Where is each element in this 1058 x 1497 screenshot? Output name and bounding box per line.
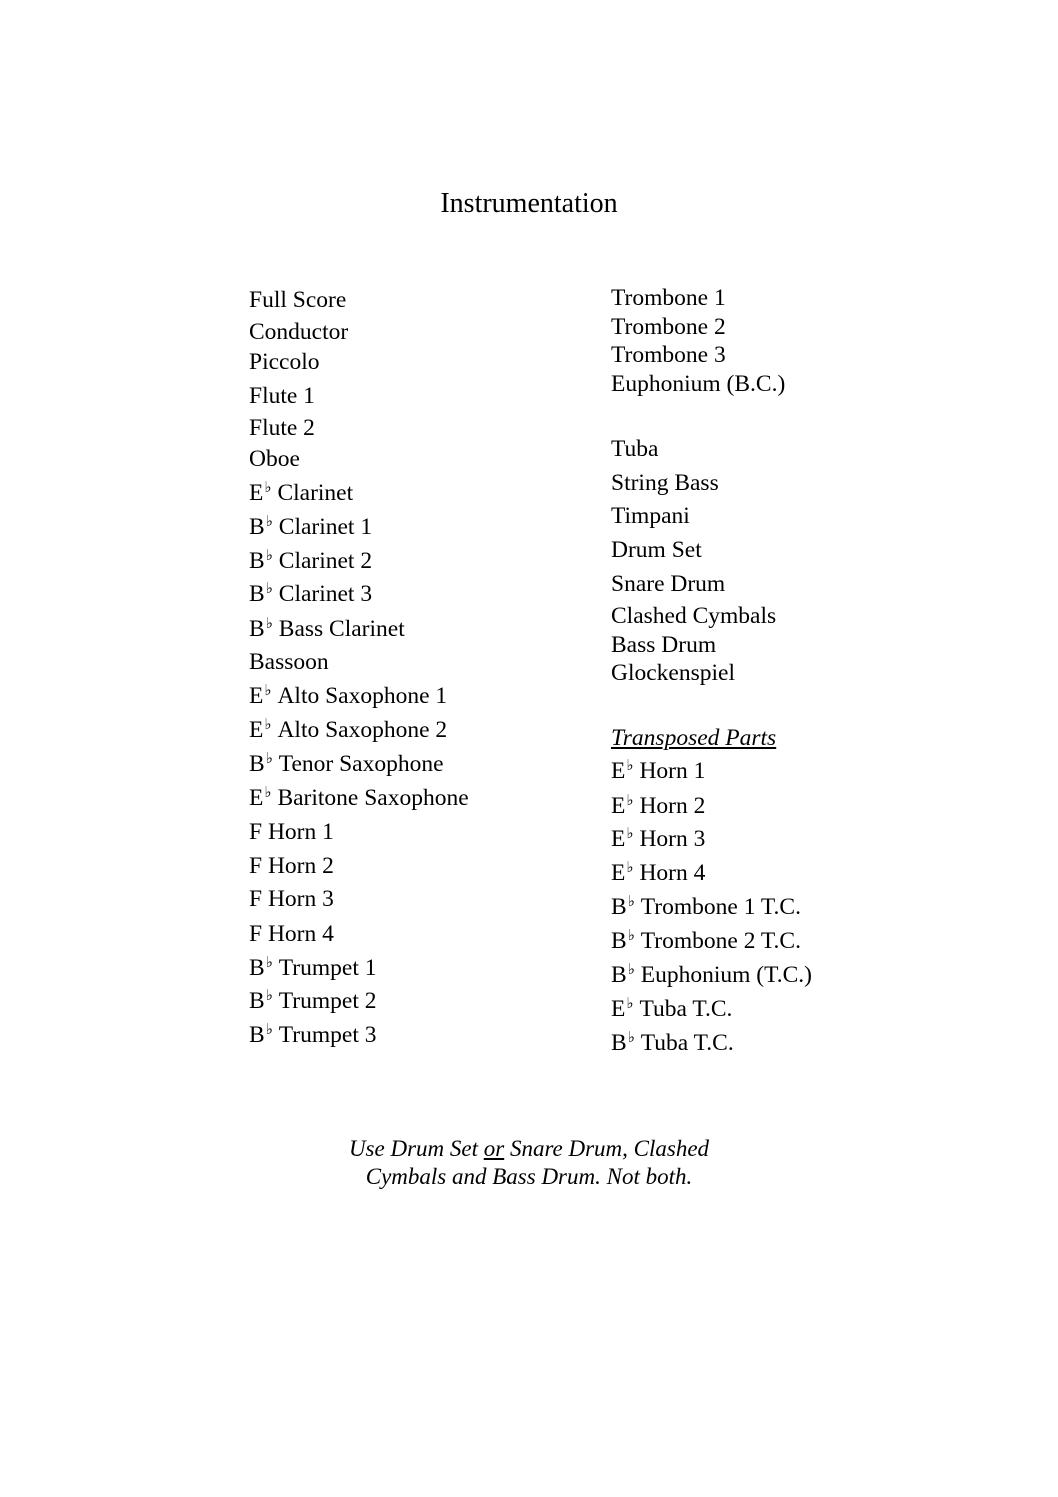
instrument-name: Full Score: [249, 287, 347, 313]
instrument-item: [611, 284, 726, 312]
flat-icon: ♭: [627, 962, 635, 978]
note-line-1: [0, 1135, 1058, 1163]
flat-icon: ♭: [264, 480, 272, 496]
instrument-name: Baritone Saxophone: [277, 785, 469, 811]
instrument-item: [611, 825, 705, 856]
key-letter: B: [611, 894, 627, 920]
instrument-item: [249, 954, 376, 985]
instrument-name: Tenor Saxophone: [278, 751, 444, 777]
instrument-name: Clashed Cymbals: [611, 603, 777, 629]
key-letter: B: [249, 616, 265, 642]
instrument-name: Trombone 1 T.C.: [640, 894, 801, 920]
instrument-name: Flute 2: [249, 415, 315, 441]
instrument-item: [611, 893, 801, 924]
instrument-name: Piccolo: [249, 349, 320, 375]
flat-icon: ♭: [265, 581, 273, 597]
flat-icon: ♭: [627, 894, 635, 910]
instrument-name: Conductor: [249, 319, 349, 345]
instrument-item: [249, 615, 405, 646]
instrument-name: Clarinet 2: [278, 548, 373, 574]
instrument-name: Tuba T.C.: [640, 1030, 734, 1056]
note-line-2: Cymbals and Bass Drum. Not both.: [365, 1164, 693, 1189]
instrument-name: Euphonium (T.C.): [640, 962, 812, 988]
instrument-name: Snare Drum: [611, 571, 726, 597]
instrument-item: [249, 348, 320, 376]
instrument-item: [249, 445, 300, 473]
instrument-name: Horn 3: [639, 826, 706, 852]
instrument-item: [249, 513, 372, 544]
flat-icon: ♭: [265, 548, 273, 564]
instrument-item: [611, 469, 719, 497]
instrument-item: [611, 602, 776, 630]
instrument-name: Horn 4: [639, 860, 706, 886]
instrument-item: [611, 995, 732, 1026]
flat-icon: ♭: [627, 1030, 635, 1046]
key-letter: E: [611, 860, 626, 886]
instrument-item: [611, 792, 705, 823]
key-letter: E: [249, 683, 264, 709]
instrument-item: [249, 885, 334, 913]
instrument-name: Euphonium (B.C.): [611, 371, 786, 397]
instrument-name: Tuba T.C.: [639, 996, 733, 1022]
key-letter: B: [249, 1022, 265, 1048]
instrument-item: [249, 784, 469, 815]
instrument-item: [249, 382, 315, 410]
instrument-name: Oboe: [249, 446, 300, 472]
instrument-name: Trumpet 2: [278, 988, 377, 1014]
key-letter: B: [611, 1030, 627, 1056]
instrument-name: Alto Saxophone 1: [277, 683, 448, 709]
drum-usage-note: [0, 1135, 1058, 1191]
flat-icon: ♭: [626, 860, 634, 876]
key-letter: B: [249, 548, 265, 574]
instrument-item: [611, 570, 725, 598]
key-letter: E: [611, 826, 626, 852]
instrument-item: [249, 852, 334, 880]
instrument-item: [611, 927, 801, 958]
instrument-item: [249, 750, 444, 781]
instrument-name: Bass Drum: [611, 632, 717, 658]
instrument-name: Clarinet 3: [278, 581, 373, 607]
instrument-item: [249, 580, 372, 611]
page-title: Instrumentation: [440, 188, 618, 219]
key-letter: B: [249, 514, 265, 540]
instrument-item: [249, 479, 353, 510]
instrument-item: [611, 536, 702, 564]
instrument-item: [249, 920, 334, 948]
instrument-item: [249, 286, 346, 314]
instrument-item: [249, 682, 447, 713]
instrument-name: F Horn 4: [249, 921, 334, 947]
instrument-name: Trombone 2 T.C.: [640, 928, 801, 954]
instrument-item: [611, 313, 726, 341]
instrument-item: [249, 987, 376, 1018]
flat-icon: ♭: [626, 826, 634, 842]
instrument-item: [611, 341, 726, 369]
key-letter: E: [611, 793, 626, 819]
instrument-name: Clarinet 1: [278, 514, 373, 540]
instrument-name: Bassoon: [249, 649, 329, 675]
instrument-item: [611, 502, 690, 530]
instrument-item: [611, 859, 705, 890]
instrument-name: Flute 1: [249, 383, 315, 409]
flat-icon: ♭: [626, 758, 634, 774]
instrument-name: F Horn 1: [249, 819, 334, 845]
instrument-item: [611, 757, 705, 788]
instrument-name: Horn 1: [639, 758, 706, 784]
instrument-item: [249, 648, 329, 676]
instrument-item: [611, 659, 735, 687]
flat-icon: ♭: [265, 955, 273, 971]
flat-icon: ♭: [265, 616, 273, 632]
instrument-name: Trombone 3: [611, 342, 726, 368]
flat-icon: ♭: [265, 751, 273, 767]
flat-icon: ♭: [264, 717, 272, 733]
key-letter: E: [249, 480, 264, 506]
instrument-name: String Bass: [611, 470, 719, 496]
instrument-item: [611, 435, 658, 463]
key-letter: B: [611, 962, 627, 988]
instrument-item: [249, 318, 348, 346]
instrument-name: Glockenspiel: [611, 660, 735, 686]
flat-icon: ♭: [265, 988, 273, 1004]
key-letter: B: [249, 581, 265, 607]
transposed-parts-heading: Transposed Parts: [611, 725, 777, 751]
instrument-item: [249, 818, 334, 846]
instrument-name: Horn 2: [639, 793, 706, 819]
instrument-item: [611, 631, 716, 659]
flat-icon: ♭: [264, 785, 272, 801]
key-letter: B: [611, 928, 627, 954]
instrument-item: [249, 716, 447, 747]
note-emphasis-or: or: [483, 1136, 505, 1161]
flat-icon: ♭: [264, 683, 272, 699]
instrument-item: [249, 1021, 376, 1052]
flat-icon: ♭: [627, 928, 635, 944]
instrument-name: Clarinet: [277, 480, 354, 506]
key-letter: E: [249, 717, 264, 743]
note-line-1-start: Use Drum Set: [348, 1136, 484, 1161]
instrument-name: Timpani: [611, 503, 690, 529]
instrument-name: F Horn 3: [249, 886, 334, 912]
instrument-name: Trombone 2: [611, 314, 726, 340]
key-letter: E: [249, 785, 264, 811]
instrument-name: Trombone 1: [611, 285, 726, 311]
flat-icon: ♭: [626, 793, 634, 809]
instrument-name: Bass Clarinet: [278, 616, 405, 642]
note-line-1-end: Snare Drum, Clashed: [504, 1136, 710, 1161]
instrument-item: [249, 414, 315, 442]
instrument-name: Drum Set: [611, 537, 702, 563]
flat-icon: ♭: [265, 514, 273, 530]
instrument-item: [249, 547, 372, 578]
instrument-item: [611, 370, 785, 398]
key-letter: B: [249, 988, 265, 1014]
key-letter: E: [611, 758, 626, 784]
instrument-name: Trumpet 3: [278, 1022, 377, 1048]
flat-icon: ♭: [626, 996, 634, 1012]
instrument-item: [611, 1029, 734, 1060]
instrument-name: Alto Saxophone 2: [277, 717, 448, 743]
key-letter: E: [611, 996, 626, 1022]
flat-icon: ♭: [265, 1022, 273, 1038]
instrument-item: [611, 961, 812, 992]
instrument-name: F Horn 2: [249, 853, 334, 879]
instrument-name: Tuba: [611, 436, 659, 462]
key-letter: B: [249, 751, 265, 777]
key-letter: B: [249, 955, 265, 981]
instrument-name: Trumpet 1: [278, 955, 377, 981]
